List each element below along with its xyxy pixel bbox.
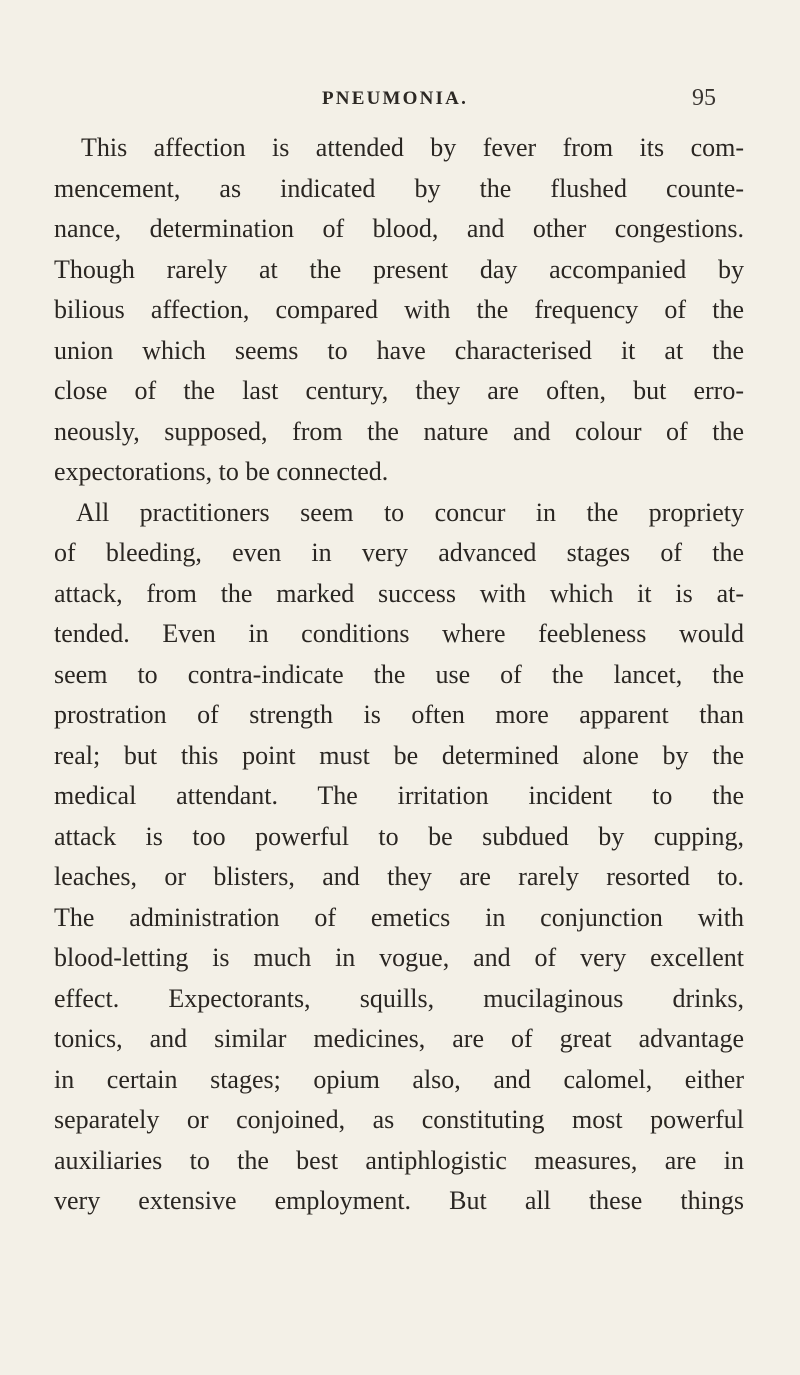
text-line: The administration of emetics in conjunction with bbox=[54, 902, 744, 932]
text-line: of bleeding, even in very advanced stages of the bbox=[54, 538, 744, 567]
text-line: mencement, as indicated by the flushed counte- bbox=[54, 173, 744, 203]
text-line: in certain stages; opium also, and calomel, either bbox=[54, 1064, 744, 1094]
text-line: union which seems to have characterised it at the bbox=[54, 335, 744, 365]
text-line: attack is too powerful to be subdued by cupping, bbox=[54, 821, 744, 851]
text-line: Though rarely at the present day accompanied by bbox=[54, 254, 744, 284]
text-line: bilious affection, compared with the frequency of the bbox=[54, 295, 744, 324]
body-text bbox=[54, 128, 744, 1222]
text-line: seem to contra-indicate the use of the lancet, the bbox=[54, 659, 744, 689]
text-line: real; but this point must be determined alone by the bbox=[54, 740, 744, 770]
text-line: tended. Even in conditions where feebleness would bbox=[54, 619, 744, 648]
text-line: attack, from the marked success with which it is at- bbox=[54, 578, 744, 608]
text-line: separately or conjoined, as constituting most powerful bbox=[54, 1105, 744, 1134]
text-line: effect. Expectorants, squills, mucilaginous drinks, bbox=[54, 983, 744, 1013]
text-line: All practitioners seem to concur in the propriety bbox=[76, 497, 744, 527]
text-line: prostration of strength is often more apparent than bbox=[54, 700, 744, 729]
text-line: neously, supposed, from the nature and colour of the bbox=[54, 416, 744, 446]
text-line: very extensive employment. But all these things bbox=[54, 1186, 744, 1215]
text-line: This affection is attended by fever from its com- bbox=[81, 133, 744, 162]
text-line: leaches, or blisters, and they are rarely resorted to. bbox=[54, 862, 744, 891]
text-line: medical attendant. The irritation incident to the bbox=[54, 781, 744, 810]
page-number: 95 bbox=[692, 85, 716, 111]
text-line: expectorations, to be connected. bbox=[54, 457, 389, 486]
text-line: tonics, and similar medicines, are of great advantage bbox=[54, 1024, 744, 1053]
text-line: nance, determination of blood, and other congestions. bbox=[54, 214, 744, 243]
running-title: PNEUMONIA. bbox=[322, 88, 469, 109]
text-line: auxiliaries to the best antiphlogistic measures, are in bbox=[54, 1145, 744, 1175]
text-line: close of the last century, they are often, but erro- bbox=[54, 376, 744, 405]
text-line: blood-letting is much in vogue, and of very excellent bbox=[54, 943, 744, 972]
running-head bbox=[0, 84, 800, 114]
